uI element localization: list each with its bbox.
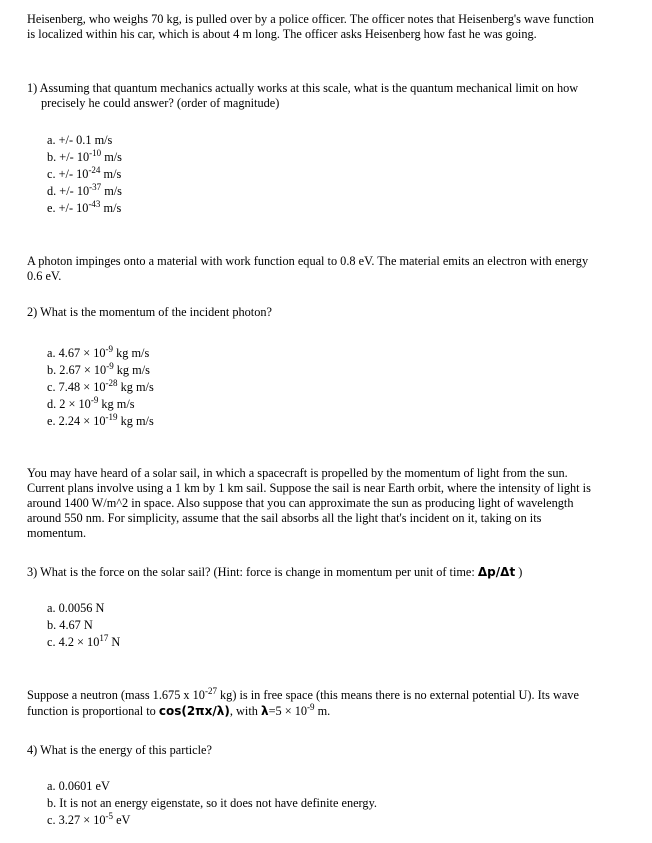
- option-3b: b. 4.67 N: [47, 618, 93, 632]
- problem-intro-1: Heisenberg, who weighs 70 kg, is pulled over by a police officer. The officer notes that Heisenberg's wave function is localized within his car, which is about 4 m long. The officer asks Heisenberg how fast he was going.: [27, 12, 594, 41]
- option-4b: b. It is not an energy eigenstate, so it does not have definite energy.: [47, 796, 377, 810]
- lambda-symbol: λ: [260, 704, 269, 718]
- hint-formula: Δp/Δt: [477, 565, 516, 579]
- option-2c: c. $7.48 \times 10^{-28}$ kg m/s: [47, 378, 154, 394]
- wave-function-formula: cos(2πx/λ): [158, 704, 230, 718]
- question-2-text: 2) What is the momentum of the incident photon?: [27, 305, 272, 319]
- question-1: [27, 81, 607, 111]
- problem-intro-2: A photon impinges onto a material with work function equal to 0.8 eV. The material emits an electron with energy 0.6 eV.: [27, 254, 589, 283]
- problem-intro-4: Suppose a neutron (mass 1.675 x $10^{-27}$ kg) is in free space (this means there is no external potential U). Its wave function is proportional to cos(2πx/λ), with $\lambda=5 \times 10^{-9}$ m.: [27, 686, 579, 718]
- option-3c: c. $4.2 \times 10^{17}$ N: [47, 633, 121, 649]
- question-2: [27, 305, 607, 320]
- option-3a: a. 0.0056 N: [47, 601, 105, 615]
- question-3: 3) What is the force on the solar sail? (Hint: force is change in momentum per unit of time: Δp/Δt ): [27, 565, 523, 579]
- question-2-options: [47, 345, 154, 430]
- question-1-text: 1) Assuming that quantum mechanics actually works at this scale, what is the quantum mechanical limit on how precisely he could answer? (order of magnitude): [27, 81, 579, 110]
- option-2d: d. $2 \times 10^{-9}$ kg m/s: [47, 395, 135, 411]
- option-1d: d. +/- $10^{-37}$ m/s: [47, 182, 122, 198]
- option-1a: a. +/- 0.1 m/s: [47, 133, 113, 147]
- question-3-options: [47, 600, 120, 651]
- question-4: [27, 743, 607, 758]
- option-4a: a. 0.0601 eV: [47, 779, 110, 793]
- question-3-text: 3) What is the force on the solar sail? (Hint: force is change in momentum per unit of time:: [27, 565, 475, 579]
- question-1-options: [47, 132, 122, 217]
- question-4-text: 4) What is the energy of this particle?: [27, 743, 212, 757]
- option-1c: c. +/- $10^{-24}$ m/s: [47, 165, 122, 181]
- option-4c: c. $3.27 \times 10^{-5}$ eV: [47, 811, 131, 827]
- problem-intro-3: You may have heard of a solar sail, in which a spacecraft is propelled by the momentum of light from the sun. Current plans involve using a 1 km by 1 km sail. Suppose the sail is near Earth orbit, where the intensity of light is around 1400 W/m^2 in space. Also suppose that you can approximate the sun as producing light of wavelength around 550 nm. For simplicity, assume that the sail absorbs all the light that's incident on it, taking on its momentum.: [27, 466, 591, 540]
- option-1e: e. +/- $10^{-43}$ m/s: [47, 199, 122, 215]
- question-4-options: [47, 778, 377, 829]
- option-2b: b. $2.67 \times 10^{-9}$ kg m/s: [47, 361, 150, 377]
- option-1b: b. +/- $10^{-10}$ m/s: [47, 148, 122, 164]
- option-2a: a. $4.67 \times 10^{-9}$ kg m/s: [47, 344, 150, 360]
- option-2e: e. $2.24 \times 10^{-19}$ kg m/s: [47, 412, 154, 428]
